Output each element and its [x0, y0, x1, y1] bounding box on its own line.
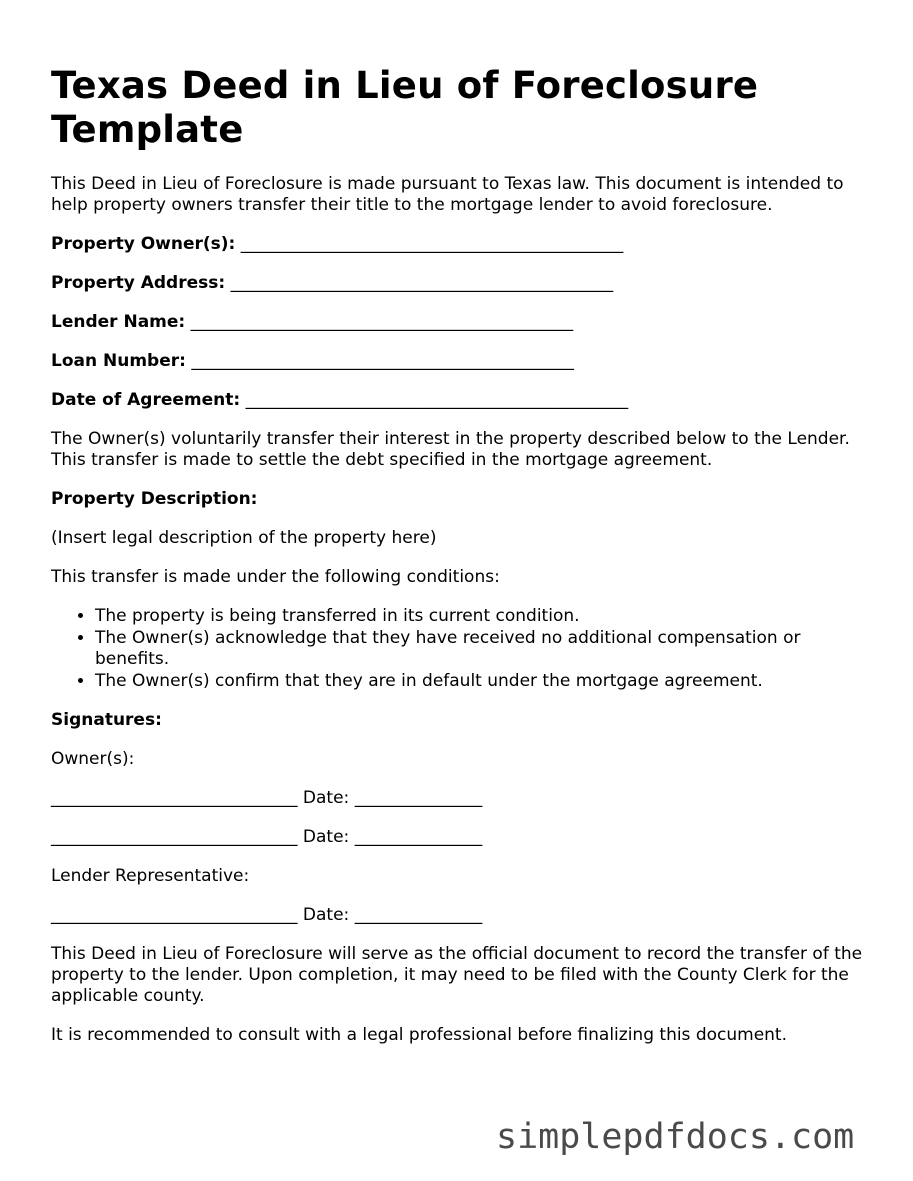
heading-text: Property Description:: [51, 489, 258, 509]
date-blank: _______________: [354, 905, 483, 925]
intro-paragraph: This Deed in Lieu of Foreclosure is made pursuant to Texas law. This document is intended to help property owners transfer their title to the mortgage lender to avoid foreclosure.: [51, 174, 844, 215]
transfer-paragraph: The Owner(s) voluntarily transfer their interest in the property described below to the Lender. This transfer is made to settle the debt specified in the mortgage agreement.: [51, 429, 850, 470]
owners-label: Owner(s):: [51, 749, 135, 769]
field-blank: _____________________________________________: [191, 351, 574, 371]
field-label: Property Address:: [51, 273, 226, 293]
closing-paragraph: This Deed in Lieu of Foreclosure will serve as the official document to record the transfer of the property to the lender. Upon completion, it may need to be filed with the County Clerk for the applicable county.: [51, 944, 863, 1006]
heading-text: Signatures:: [51, 710, 162, 730]
field-label: Loan Number:: [51, 351, 186, 371]
signatures-heading: [51, 710, 871, 731]
document-title: Texas Deed in Lieu of Foreclosure Template: [51, 64, 759, 151]
field-label: Lender Name:: [51, 312, 186, 332]
field-lender-name: [51, 312, 871, 333]
property-description-heading: [51, 489, 871, 510]
lender-signature-line: [51, 905, 871, 926]
property-description-placeholder: (Insert legal description of the property here): [51, 528, 437, 548]
watermark: simplepdfdocs.com: [496, 1117, 855, 1157]
condition-item: • The Owner(s) confirm that they are in default under the mortgage agreement.: [95, 671, 871, 693]
field-property-address: [51, 273, 871, 294]
field-property-owners: [51, 234, 871, 255]
field-label: Property Owner(s):: [51, 234, 236, 254]
condition-item: • The property is being transferred in its current condition.: [95, 606, 871, 628]
date-label: Date:: [302, 905, 350, 925]
field-blank: _____________________________________________: [245, 390, 629, 410]
conditions-intro: This transfer is made under the following conditions:: [51, 567, 500, 587]
date-blank: _______________: [354, 827, 483, 847]
lender-rep-label: Lender Representative:: [51, 866, 250, 886]
signature-blank: _____________________________: [51, 827, 298, 847]
signature-blank: _____________________________: [51, 905, 298, 925]
field-blank: _____________________________________________: [230, 273, 614, 293]
conditions-list: [51, 606, 871, 692]
date-label: Date:: [302, 827, 350, 847]
owner-signature-line-2: [51, 827, 871, 848]
document-page: [51, 64, 871, 1046]
condition-item: • The Owner(s) acknowledge that they have received no additional compensation or benefits.: [95, 628, 871, 671]
field-date-of-agreement: [51, 390, 871, 411]
signature-blank: _____________________________: [51, 788, 298, 808]
field-label: Date of Agreement:: [51, 390, 241, 410]
field-blank: _____________________________________________: [190, 312, 574, 332]
date-label: Date:: [302, 788, 350, 808]
date-blank: _______________: [354, 788, 483, 808]
field-blank: _____________________________________________: [240, 234, 624, 254]
recommendation-paragraph: It is recommended to consult with a legal professional before finalizing this document.: [51, 1025, 787, 1045]
field-loan-number: [51, 351, 871, 372]
owner-signature-line-1: [51, 788, 871, 809]
